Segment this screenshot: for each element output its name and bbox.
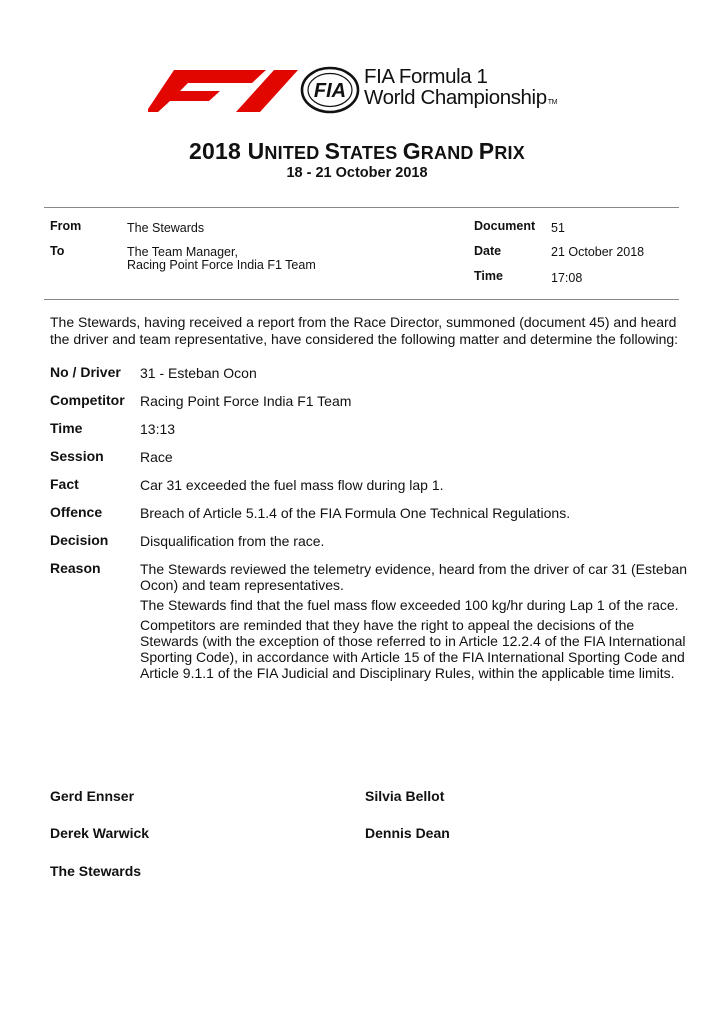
time-label: Time — [474, 269, 503, 283]
title-part: RAND — [420, 143, 479, 163]
steward-name: Derek Warwick — [50, 825, 150, 841]
steward-name: Silvia Bellot — [365, 788, 445, 804]
date-value: 21 October 2018 — [551, 245, 645, 259]
header-logo — [148, 66, 588, 114]
f1-logo-icon — [148, 66, 298, 114]
reason-paragraph: Competitors are reminded that they have the right to appeal the decisions of the Stewards (with the exception of those referred to in Article 12.2.4 of the FIA International Sporting Code), in accordance with Article 15 of the FIA International Sporting Code and Article 9.1.1 of the FIA Judicial and Disciplinary Rules, within the applicable time limits. — [140, 617, 686, 681]
offence-label: Offence — [50, 504, 103, 520]
competitor-label: Competitor — [50, 392, 125, 408]
reason-paragraph: The Stewards find that the fuel mass flow exceeded 100 kg/hr during Lap 1 of the race. — [140, 597, 679, 613]
reason-paragraph: The Stewards reviewed the telemetry evidence, heard from the driver of car 31 (Esteban Ocon) and team representatives. — [140, 561, 688, 593]
decision-value: Disqualification from the race. — [140, 533, 325, 549]
fact-value: Car 31 exceeded the fuel mass flow during lap 1. — [140, 477, 444, 493]
event-dates: 18 - 21 October 2018 — [286, 165, 428, 181]
championship-line2: World Championship — [364, 86, 547, 109]
divider — [44, 299, 679, 300]
to-label: To — [50, 244, 65, 258]
decision-label: Decision — [50, 532, 109, 548]
reason-value — [140, 561, 695, 685]
steward-name: Gerd Ennser — [50, 788, 135, 804]
document-value: 51 — [551, 221, 565, 235]
document-label: Document — [474, 219, 536, 233]
to-value-line2: Racing Point Force India F1 Team — [127, 258, 316, 272]
fia-badge-text: FIA — [313, 80, 347, 102]
title-part: RIX — [494, 143, 525, 163]
session-value: Race — [140, 449, 173, 465]
driver-label: No / Driver — [50, 364, 121, 380]
from-value: The Stewards — [127, 221, 205, 235]
championship-title — [364, 66, 557, 113]
time-value: 17:08 — [551, 271, 583, 285]
title-part: S — [324, 138, 341, 164]
offence-value: Breach of Article 5.1.4 of the FIA Formula One Technical Regulations. — [140, 505, 571, 521]
championship-line1: FIA Formula 1 — [364, 65, 488, 88]
intro-paragraph: The Stewards, having received a report from the Race Director, summoned (document 45) and heard the driver and team representative, have considered the following matter and determine the following: — [50, 314, 679, 347]
title-part: G — [402, 138, 421, 164]
fia-badge-icon — [298, 66, 362, 114]
to-value-line1: The Team Manager, — [127, 245, 238, 259]
incident-time-label: Time — [50, 420, 83, 436]
reason-label: Reason — [50, 560, 101, 576]
title-part: NITED — [264, 143, 325, 163]
date-label: Date — [474, 244, 502, 258]
signature-closing: The Stewards — [50, 863, 142, 879]
competitor-value: Racing Point Force India F1 Team — [140, 393, 352, 409]
event-title — [0, 138, 714, 165]
from-label: From — [50, 219, 82, 233]
title-part: TATES — [340, 143, 403, 163]
trademark: TM — [547, 99, 558, 106]
session-label: Session — [50, 448, 104, 464]
divider — [44, 207, 679, 208]
steward-name: Dennis Dean — [365, 825, 450, 841]
title-part: P — [478, 138, 495, 164]
driver-value: 31 - Esteban Ocon — [140, 365, 257, 381]
incident-time-value: 13:13 — [140, 421, 176, 437]
title-part: 2018 U — [189, 138, 265, 164]
fact-label: Fact — [50, 476, 79, 492]
